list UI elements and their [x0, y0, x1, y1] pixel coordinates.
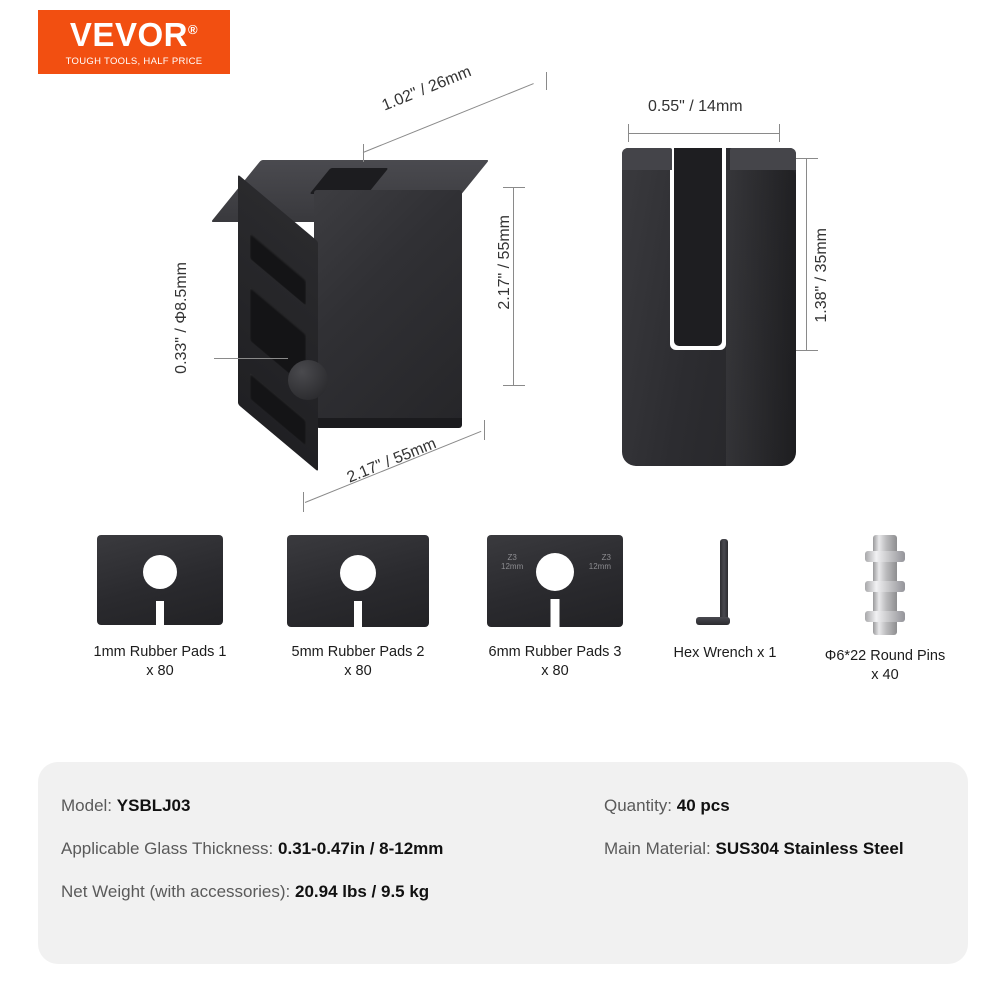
- accessory-item: [60, 535, 260, 681]
- pad-mark-left: [501, 553, 523, 571]
- clamp-front-face: [314, 190, 462, 422]
- pad-mark-right-text: Z3: [601, 553, 611, 562]
- accessory-label: [258, 643, 458, 681]
- dim-depth-top: 1.02" / 26mm: [379, 63, 474, 115]
- dim-width-bottom-tick-left: [303, 492, 304, 512]
- dim-slot-depth-line: [806, 158, 807, 350]
- accessory-qty: x 80: [344, 663, 372, 679]
- spec-row-model: [61, 796, 443, 816]
- pad-mark-left-sub: 12mm: [501, 562, 524, 571]
- pad-hole: [143, 555, 177, 589]
- hex-wrench-icon: [690, 535, 760, 631]
- accessory-name: 1mm Rubber Pads 1: [93, 644, 227, 660]
- spec-row-main-material: [604, 839, 904, 859]
- pad-mark-right-sub: 12mm: [588, 562, 611, 571]
- clamp-bore-hole: [288, 360, 328, 400]
- spec-value: SUS304 Stainless Steel: [715, 839, 904, 858]
- clamp-slot-inner: [674, 148, 722, 346]
- registered-mark: ®: [187, 21, 199, 37]
- dim-width-bottom: 2.17" / 55mm: [344, 435, 439, 487]
- accessory-item: [455, 535, 655, 681]
- dim-height-right: 2.17" / 55mm: [496, 215, 513, 310]
- rubber-pad-icon: [97, 535, 223, 625]
- pad-notch: [156, 601, 164, 625]
- accessory-item: [258, 535, 458, 681]
- pad-notch: [354, 601, 362, 627]
- accessory-qty: x 80: [146, 663, 174, 679]
- pad-notch: [551, 599, 560, 627]
- dim-slot-width-line: [628, 133, 780, 134]
- accessory-name: 6mm Rubber Pads 3: [488, 644, 622, 660]
- spec-column-right: [604, 796, 904, 882]
- dim-slot-width: 0.55" / 14mm: [648, 98, 743, 115]
- dim-depth-top-line: [363, 83, 534, 153]
- spec-value: 0.31-0.47in / 8-12mm: [278, 839, 444, 858]
- pad-mark-left-text: Z3: [507, 553, 517, 562]
- spec-label: Net Weight (with accessories):: [61, 882, 291, 901]
- spec-value: 40 pcs: [676, 796, 730, 815]
- accessory-name: 5mm Rubber Pads 2: [291, 644, 425, 660]
- dim-depth-top-tick-left: [363, 144, 364, 162]
- dim-slot-width-tick-left: [628, 124, 629, 142]
- dim-height-right-tick-top: [503, 187, 525, 188]
- spec-label: Quantity:: [604, 796, 673, 815]
- spec-label: Model:: [61, 796, 113, 815]
- pad-hole: [536, 553, 574, 591]
- accessories-row: [0, 535, 1000, 725]
- dim-height-right-line: [513, 187, 514, 385]
- spec-value: 20.94 lbs / 9.5 kg: [295, 882, 430, 901]
- clamp-lip-right: [730, 148, 796, 170]
- accessory-label: [455, 643, 655, 681]
- accessory-qty: x 40: [871, 667, 899, 683]
- rubber-pad-icon: [487, 535, 623, 627]
- spec-label: Applicable Glass Thickness:: [61, 839, 274, 858]
- glass-clamp-front-view: [608, 138, 818, 478]
- accessory-name: Φ6*22 Round Pins: [824, 648, 946, 664]
- accessory-label: [640, 644, 810, 663]
- dim-slot-depth-tick-bottom: [796, 350, 818, 351]
- spec-column-left: [61, 796, 443, 925]
- accessory-label: [790, 647, 980, 685]
- clamp-lip-left: [622, 148, 672, 170]
- wrench-short-arm: [696, 617, 730, 625]
- brand-name: VEVOR®: [69, 15, 199, 53]
- pin-ring-top: [865, 551, 905, 562]
- accessory-name: Hex Wrench x 1: [673, 645, 777, 661]
- spec-value: YSBLJ03: [116, 796, 191, 815]
- pad-mark-right: [589, 553, 611, 571]
- dim-height-right-tick-bottom: [503, 385, 525, 386]
- dim-slot-width-tick-right: [779, 124, 780, 142]
- brand-tagline: TOUGH TOOLS, HALF PRICE: [65, 55, 203, 67]
- dim-hole-diameter: 0.33" / Φ8.5mm: [173, 262, 190, 374]
- pin-ring-bottom: [865, 611, 905, 622]
- pad-hole: [340, 555, 376, 591]
- spec-row-glass-thickness: [61, 839, 443, 859]
- accessory-qty: x 80: [541, 663, 569, 679]
- spec-row-net-weight: [61, 882, 443, 902]
- dim-hole-leader: [214, 358, 288, 359]
- round-pin-icon: [863, 535, 907, 635]
- wrench-long-arm: [720, 539, 728, 625]
- accessory-label: [60, 643, 260, 681]
- accessory-item: [790, 535, 980, 685]
- clamp-bottom-edge: [316, 418, 462, 428]
- pin-ring-mid: [865, 581, 905, 592]
- spec-label: Main Material:: [604, 839, 711, 858]
- clamp-shading: [726, 170, 796, 466]
- specification-panel: [38, 762, 968, 964]
- accessory-item: [640, 535, 810, 663]
- rubber-pad-icon: [287, 535, 429, 627]
- spec-row-quantity: [604, 796, 904, 816]
- dim-depth-top-tick-right: [546, 72, 547, 90]
- dim-width-bottom-tick-right: [484, 420, 485, 440]
- dim-slot-depth: 1.38" / 35mm: [813, 228, 830, 323]
- dim-slot-depth-tick-top: [796, 158, 818, 159]
